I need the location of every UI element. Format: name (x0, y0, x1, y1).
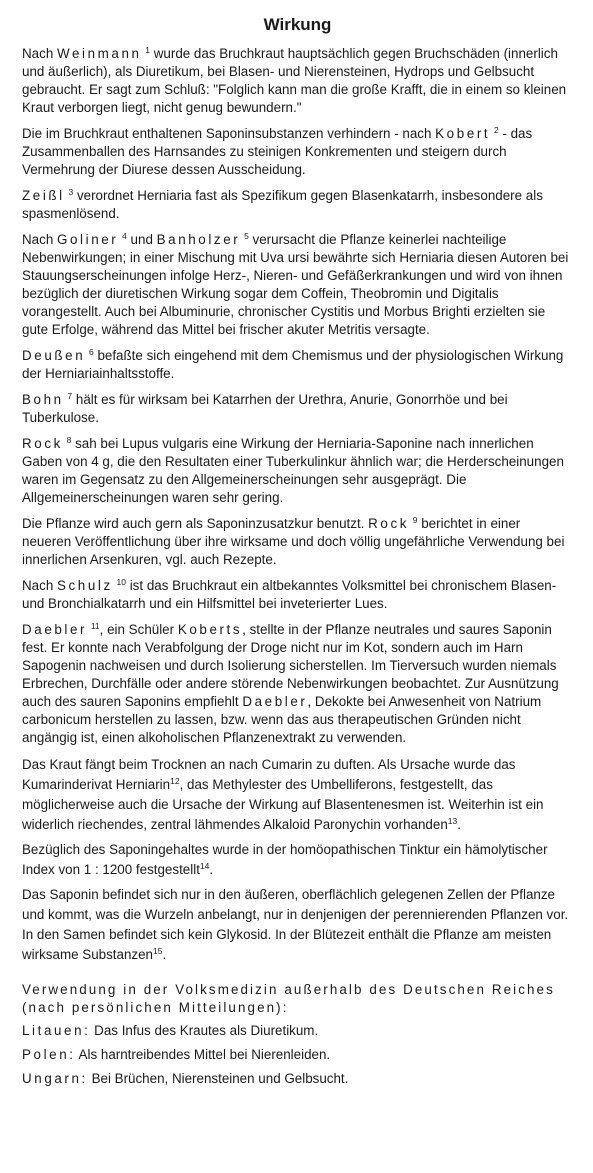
author-name: Rock (368, 516, 410, 531)
paragraph-bohn (22, 391, 573, 427)
paragraph-zeissl (22, 187, 573, 223)
author-name: Banholzer (156, 232, 241, 247)
footnote-ref: 4 (122, 231, 127, 241)
folk-entry-polen (22, 1046, 573, 1064)
text-fragment: Bezüglich des Saponingehaltes wurde in der homöopathischen Tinktur ein hämolytischer Index von 1 : 1200 festgestellt (22, 842, 548, 877)
folk-entry-text: Das Infus des Krautes als Diuretikum. (90, 1023, 319, 1038)
author-name: Rock (22, 436, 63, 451)
footnote-ref: 2 (493, 125, 499, 135)
text-fragment: Die Pflanze wird auch gern als Saponinzusatzkur benutzt. (22, 516, 369, 531)
footnote-ref: 13 (447, 816, 458, 826)
author-name: Deußen (22, 348, 86, 363)
author-name: Kobert (435, 126, 491, 141)
page-title: Wirkung (263, 15, 332, 34)
author-name: Bohn (22, 392, 64, 407)
footnote-ref: 7 (67, 391, 73, 401)
paragraph-weinmann (22, 45, 573, 117)
text-fragment: . (457, 817, 461, 832)
text-fragment: Das Kraut fängt beim Trocknen an nach Cumarin zu duften. Als Ursache wurde das Kumarinderivat Herniarin (22, 757, 516, 792)
text-fragment: Nach (22, 46, 57, 61)
footnote-ref: 11 (90, 621, 100, 631)
text-fragment: sah bei Lupus vulgaris eine Wirkung der Herniaria-Saponine nach innerlichen Gaben von 4 g, die den Resultaten einer Tuberkulinkur ähnlich war; die Herderscheinungen waren im Gegensatz zu den Allgemeinerscheinungen sehr ausgeprägt. Die Allgemeinerscheinungen waren sehr gering. (22, 436, 564, 505)
footnote-ref: 10 (116, 577, 126, 587)
text-fragment: verordnet Herniaria fast als Spezifikum gegen Blasenkatarrh, insbesondere als spasmenlösend. (22, 188, 543, 221)
footnote-ref: 3 (68, 187, 74, 197)
folk-entry-litauen (22, 1022, 573, 1040)
paragraph-saponin-location (22, 885, 573, 965)
footnote-ref: 1 (145, 45, 151, 55)
text-fragment: befaßte sich eingehend mit dem Chemismus und der physiologischen Wirkung der Herniariainhaltsstoffe. (22, 348, 564, 381)
folk-entry-ungarn (22, 1070, 573, 1088)
folk-medicine-heading: Verwendung in der Volksmedizin außerhalb des Deutschen Reiches (nach persönlichen Mitteilungen): (22, 982, 555, 1015)
text-fragment: ist das Bruchkraut ein altbekanntes Volksmittel bei chronischem Blasen- und Bronchialkatarrh und ein Hilfsmittel bei inveterierter Lues. (22, 578, 557, 611)
footnote-ref: 6 (88, 347, 94, 357)
paragraph-saponinzusatzkur (22, 515, 573, 569)
text-fragment: Nach (22, 232, 57, 247)
footnote-ref: 14 (199, 861, 210, 871)
paragraph-saponingehalt (22, 840, 573, 880)
author-name: Schulz (56, 578, 113, 593)
text-fragment: Das Saponin befindet sich nur in den äußeren, oberflächlich gelegenen Zellen der Pflanze und kommt, was die Wurzeln anbelangt, nur in denjenigen der perennierenden Pflanzen vor. In den Samen befindet sich kein Glykosid. In der Blütezeit enthält die Pflanze am meisten wirksame Substanzen (22, 887, 569, 962)
country-name: Polen: (22, 1047, 76, 1062)
paragraph-rock (22, 435, 573, 507)
text-fragment: - das Zusammenballen des Harnsandes zu steinigen Konkrementen und steigern durch Vermehrung der Diurese dessen Ausscheidung. (22, 126, 533, 177)
text-fragment: , das Methylester des Umbelliferons, festgestellt, das möglicherweise auch die Ursache der Wirkung auf Blasentenesmen ist. Weiterhin ist ein widerlich riechendes, zentral lähmendes Alkaloid Paronychin vorhanden (22, 777, 544, 832)
footnote-ref: 8 (66, 435, 72, 445)
author-name: Daebler (22, 622, 88, 637)
paragraph-goliner-banholzer (22, 231, 573, 339)
text-fragment: verursacht die Pflanze keinerlei nachteilige Nebenwirkungen; in einer Mischung mit Uva ursi bewährte sich Herniaria diesen Autoren bei Stauungserscheinungen infolge Herz-, Nieren- und Gefäßerkrankungen und wird von ihnen bezüglich der diuretischen Wirkung sogar dem Coffein, Theobromin und Digitalis vorangestellt. Auch bei Albuminurie, chronischer Cystitis und Morbus Brighti erzielten sie gute Erfolge, während das Mittel bei frischer akuter Metritis versagte. (22, 232, 569, 337)
paragraph-daebler (22, 621, 573, 747)
paragraph-schulz (22, 577, 573, 613)
folk-entry-text: Als harntreibendes Mittel bei Nierenleiden. (75, 1047, 331, 1062)
author-name: Daebler (242, 694, 308, 709)
text-fragment: Nach (22, 578, 57, 593)
text-fragment: . (209, 862, 214, 877)
text-fragment: , stellte in der Pflanze neutrales und saures Saponin fest. Er konnte nach Verabfolgung der Droge nicht nur im Kot, sondern auch im Harn Sapogenin nachweisen und durch Isolierung sicherstellen. Im Tierversuch wurden niemals Erbrechen, Durchfälle oder andere störende Nebenwirkungen beobachtet. Zur Ausnützung auch des sauren Saponins empfiehlt (22, 622, 559, 709)
footnote-ref: 5 (244, 231, 249, 241)
folk-entry-text: Bei Brüchen, Nierensteinen und Gelbsucht. (87, 1071, 349, 1086)
text-fragment: berichtet in einer neueren Veröffentlichung über ihre wirksame und doch völlig ungefährliche Verwendung bei innerlichen Arsenkuren, vgl. auch Rezepte. (22, 516, 565, 567)
author-name: Koberts (177, 622, 243, 637)
paragraph-deussen (22, 347, 573, 383)
text-fragment: Die im Bruchkraut enthaltenen Saponinsubstanzen verhindern - nach (22, 126, 436, 141)
text-fragment: . (162, 947, 167, 962)
text-fragment: , Dekokte bei Anwesenheit von Natrium carbonicum herstellen zu lassen, bzw. wenn das aus therapeutischen Gründen nicht angängig ist, einen alkoholischen Pflanzenextrakt zu verwenden. (22, 694, 542, 745)
author-name: Zeißl (22, 188, 65, 203)
author-name: Weinmann (56, 46, 142, 61)
paragraph-cumarin (22, 755, 573, 835)
footnote-ref: 15 (153, 946, 163, 956)
text-fragment: , ein Schüler (99, 622, 178, 637)
text-fragment: wurde das Bruchkraut hauptsächlich gegen Bruchschäden (innerlich und äußerlich), als Diuretikum, bei Blasen- und Nierensteinen, Hydrops und Gelbsucht gebraucht. Er sagt zum Schluß: "Folglich kann man die große Krafft, die in einem so kleinen Kraut verborgen liegt, nicht genug bewundern." (22, 46, 567, 115)
author-name: Goliner (56, 232, 119, 247)
country-name: Litauen: (22, 1023, 91, 1038)
footnote-ref: 9 (412, 515, 418, 525)
text-fragment: hält es für wirksam bei Katarrhen der Urethra, Anurie, Gonorrhöe und bei Tuberkulose. (22, 392, 508, 425)
paragraph-kobert (22, 125, 573, 179)
country-name: Ungarn: (22, 1071, 88, 1086)
text-fragment: und (126, 232, 157, 247)
footnote-ref: 12 (170, 776, 180, 786)
